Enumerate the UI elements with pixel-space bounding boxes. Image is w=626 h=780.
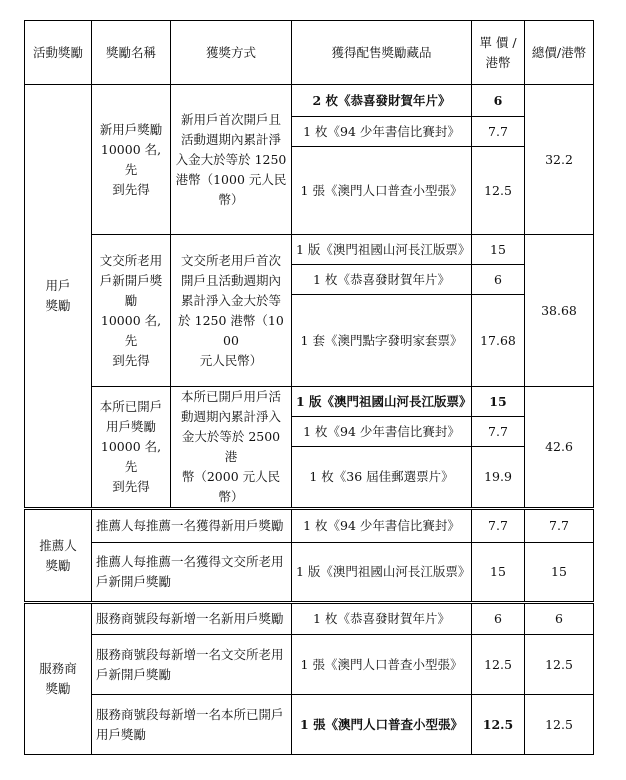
header-unit-price: 單 價 / 港幣 xyxy=(472,21,525,85)
section-label-user: 用戶 獎勵 xyxy=(25,85,92,509)
unit-price-cell: 12.5 xyxy=(472,695,525,755)
prize-cell: 1 版《澳門祖國山河長江版票》 xyxy=(292,387,472,417)
total-price-cell: 32.2 xyxy=(525,85,594,235)
table-row xyxy=(25,235,594,265)
header-method: 獲獎方式 xyxy=(171,21,292,85)
reward-desc: 推薦人每推薦一名獲得新用戶獎勵 xyxy=(92,509,292,543)
unit-price-cell: 12.5 xyxy=(472,635,525,695)
prize-cell: 1 張《澳門人口普查小型張》 xyxy=(292,635,472,695)
prize-cell: 2 枚《恭喜發財賀年片》 xyxy=(292,85,472,117)
prize-cell: 1 張《澳門人口普查小型張》 xyxy=(292,695,472,755)
award-name: 本所已開戶 用戶獎勵 10000 名,先 到先得 xyxy=(92,387,171,509)
unit-price-cell: 7.7 xyxy=(472,509,525,543)
unit-price-cell: 15 xyxy=(472,387,525,417)
unit-price-cell: 17.68 xyxy=(472,295,525,387)
award-method: 本所已開戶用戶活 動週期內累計淨入 金大於等於 2500 港 幣（2000 元人民幣） xyxy=(171,387,292,509)
unit-price-cell: 6 xyxy=(472,85,525,117)
reward-table xyxy=(24,20,594,755)
award-name: 新用戶獎勵 10000 名,先 到先得 xyxy=(92,85,171,235)
header-prize: 獲得配售獎勵藏品 xyxy=(292,21,472,85)
reward-desc: 推薦人每推薦一名獲得文交所老用 戶新開戶獎勵 xyxy=(92,543,292,603)
table-row xyxy=(25,635,594,695)
unit-price-cell: 12.5 xyxy=(472,147,525,235)
header-award-name: 獎勵名稱 xyxy=(92,21,171,85)
unit-price-cell: 6 xyxy=(472,265,525,295)
header-row xyxy=(25,21,594,85)
unit-price-cell: 15 xyxy=(472,543,525,603)
header-activity: 活動獎勵 xyxy=(25,21,92,85)
unit-price-cell: 7.7 xyxy=(472,117,525,147)
prize-cell: 1 枚《94 少年書信比賽封》 xyxy=(292,509,472,543)
document-page xyxy=(24,20,594,755)
total-price-cell: 42.6 xyxy=(525,387,594,509)
total-price-cell: 38.68 xyxy=(525,235,594,387)
unit-price-cell: 19.9 xyxy=(472,447,525,509)
prize-cell: 1 枚《94 少年書信比賽封》 xyxy=(292,117,472,147)
prize-cell: 1 張《澳門人口普查小型張》 xyxy=(292,147,472,235)
prize-cell: 1 枚《恭喜發財賀年片》 xyxy=(292,265,472,295)
total-price-cell: 12.5 xyxy=(525,635,594,695)
table-row xyxy=(25,85,594,117)
total-price-cell: 12.5 xyxy=(525,695,594,755)
reward-desc: 服務商號段每新增一名新用戶獎勵 xyxy=(92,603,292,635)
unit-price-cell: 6 xyxy=(472,603,525,635)
total-price-cell: 15 xyxy=(525,543,594,603)
total-price-cell: 6 xyxy=(525,603,594,635)
header-total-price: 總價/港幣 xyxy=(525,21,594,85)
prize-cell: 1 枚《94 少年書信比賽封》 xyxy=(292,417,472,447)
section-label-referrer: 推薦人 獎勵 xyxy=(25,509,92,603)
award-method: 文交所老用戶首次 開戶且活動週期內 累計淨入金大於等 於 1250 港幣（1000 元人民幣） xyxy=(171,235,292,387)
reward-desc: 服務商號段每新增一名本所已開戶 用戶獎勵 xyxy=(92,695,292,755)
prize-cell: 1 版《澳門祖國山河長江版票》 xyxy=(292,235,472,265)
table-row xyxy=(25,603,594,635)
table-row xyxy=(25,695,594,755)
section-label-provider: 服務商 獎勵 xyxy=(25,603,92,755)
prize-cell: 1 枚《恭喜發財賀年片》 xyxy=(292,603,472,635)
award-name: 文交所老用 戶新開戶獎 勵 10000 名,先 到先得 xyxy=(92,235,171,387)
prize-cell: 1 版《澳門祖國山河長江版票》 xyxy=(292,543,472,603)
table-row xyxy=(25,543,594,603)
unit-price-cell: 15 xyxy=(472,235,525,265)
reward-desc: 服務商號段每新增一名文交所老用 戶新開戶獎勵 xyxy=(92,635,292,695)
unit-price-cell: 7.7 xyxy=(472,417,525,447)
prize-cell: 1 套《澳門點字發明家套票》 xyxy=(292,295,472,387)
total-price-cell: 7.7 xyxy=(525,509,594,543)
table-row xyxy=(25,509,594,543)
table-row xyxy=(25,387,594,417)
award-method: 新用戶首次開戶且 活動週期內累計淨 入金大於等於 1250 港幣（1000 元人民 幣） xyxy=(171,85,292,235)
prize-cell: 1 枚《36 屆佳郵選票片》 xyxy=(292,447,472,509)
